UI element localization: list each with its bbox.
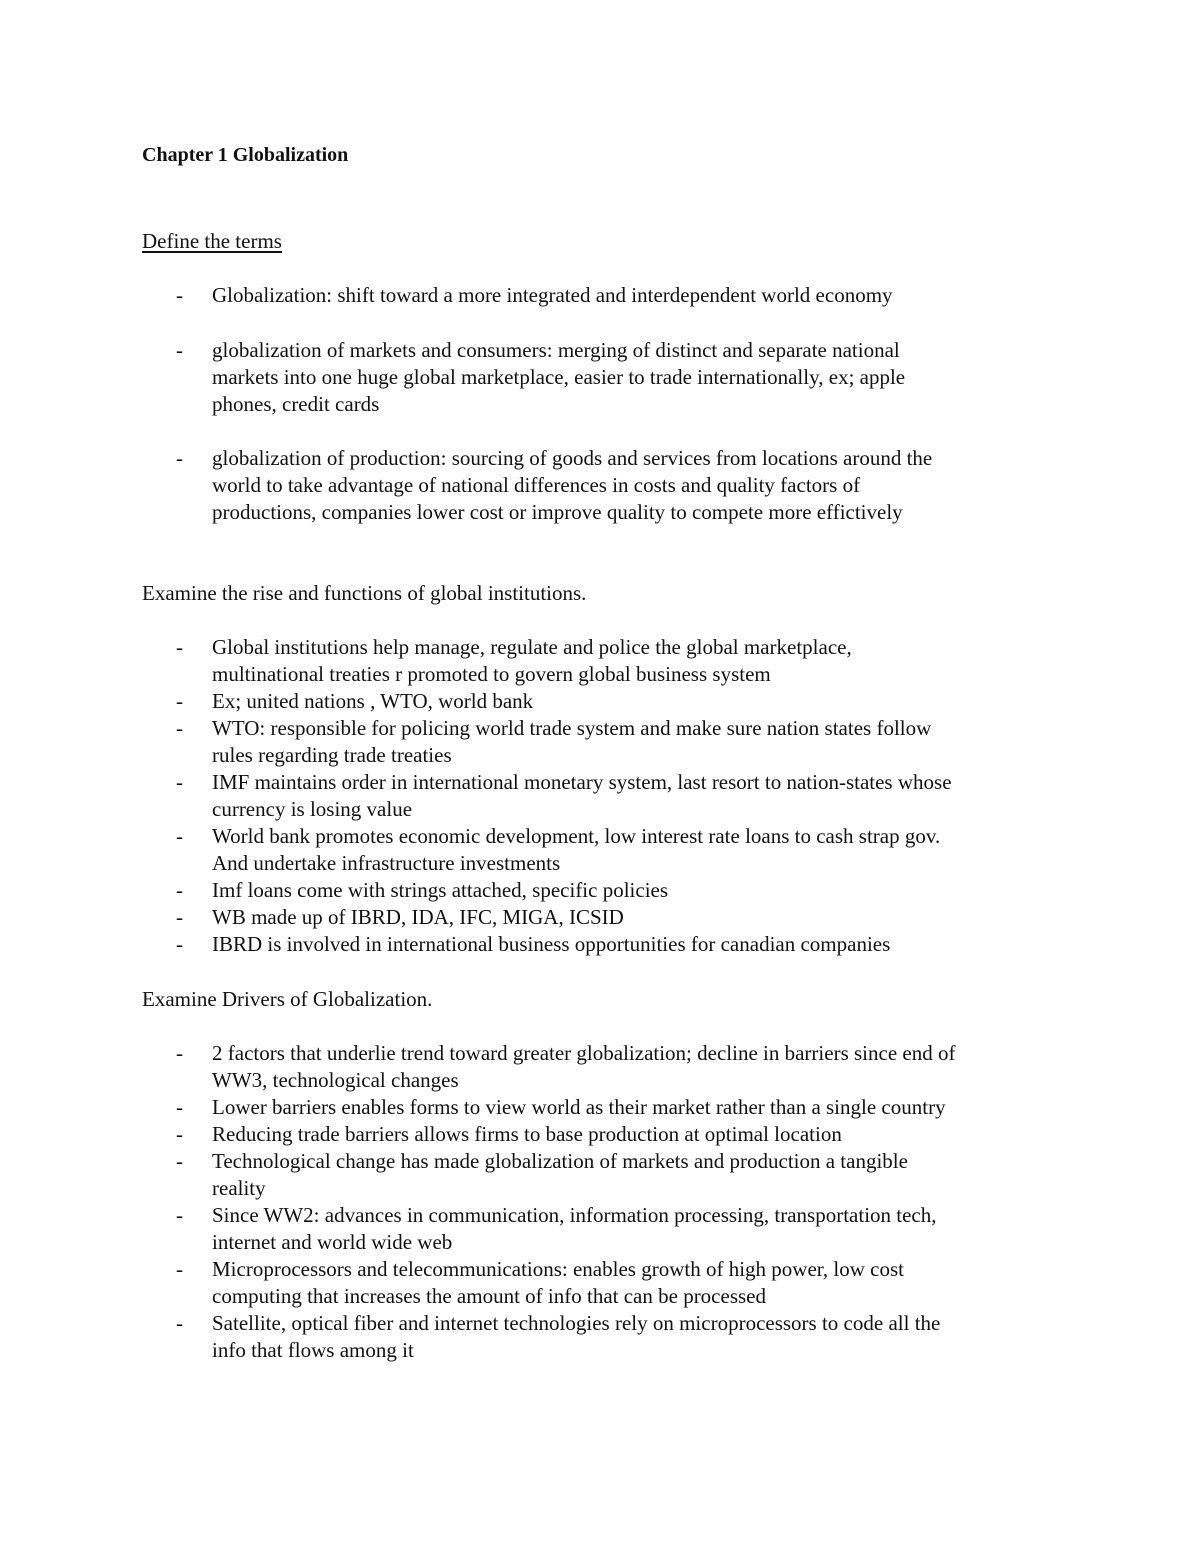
list-item-text: Imf loans come with strings attached, specific policies — [212, 878, 669, 902]
bullet-dash: - — [176, 770, 183, 794]
list-item-text: Technological change has made globalization of markets and production a tangible reality — [212, 1149, 908, 1200]
list-item-text: Since WW2: advances in communication, information processing, transportation tech, internet and world wide web — [212, 1203, 937, 1254]
list-item-text: Globalization: shift toward a more integrated and interdependent world economy — [212, 283, 893, 307]
section-heading-define-terms: Define the terms — [142, 229, 282, 253]
bullet-dash: - — [176, 1203, 183, 1227]
bullet-dash: - — [176, 878, 183, 902]
list-item-text: Ex; united nations , WTO, world bank — [212, 689, 534, 713]
list-item-text: globalization of production: sourcing of goods and services from locations around the world to take advantage of national differences in costs and quality factors of productions, companies lower cost or improve quality to compete more effictively — [212, 446, 933, 524]
bullet-dash: - — [176, 1257, 183, 1281]
bullet-dash: - — [176, 824, 183, 848]
list-item-text: Satellite, optical fiber and internet technologies rely on microprocessors to code all the info that flows among it — [212, 1311, 941, 1362]
bullet-dash: - — [176, 716, 183, 740]
list-item-text: Reducing trade barriers allows firms to base production at optimal location — [212, 1122, 842, 1146]
page-title: Chapter 1 Globalization — [142, 144, 349, 166]
list-item-text: IBRD is involved in international business opportunities for canadian companies — [212, 932, 891, 956]
list-item-text: Microprocessors and telecommunications: enables growth of high power, low cost computing that increases the amount of info that can be processed — [212, 1257, 904, 1308]
list-item-text: 2 factors that underlie trend toward greater globalization; decline in barriers since end of WW3, technological changes — [212, 1041, 956, 1092]
bullet-dash: - — [176, 338, 183, 362]
bullet-dash: - — [176, 1311, 183, 1335]
section-heading-drivers: Examine Drivers of Globalization. — [142, 987, 433, 1011]
bullet-dash: - — [176, 1122, 183, 1146]
bullet-dash: - — [176, 932, 183, 956]
list-item-text: WB made up of IBRD, IDA, IFC, MIGA, ICSID — [212, 905, 624, 929]
list-item-text: Global institutions help manage, regulate and police the global marketplace, multinational treaties r promoted to govern global business system — [212, 635, 852, 686]
bullet-dash: - — [176, 446, 183, 470]
bullet-dash: - — [176, 1041, 183, 1065]
bullet-dash: - — [176, 635, 183, 659]
list-item-text: Lower barriers enables forms to view world as their market rather than a single country — [212, 1095, 946, 1119]
bullet-dash: - — [176, 283, 183, 307]
bullet-dash: - — [176, 689, 183, 713]
list-item-text: World bank promotes economic development, low interest rate loans to cash strap gov. And undertake infrastructure investments — [212, 824, 941, 875]
section-heading-global-institutions: Examine the rise and functions of global institutions. — [142, 581, 587, 605]
list-item-text: WTO: responsible for policing world trade system and make sure nation states follow rules regarding trade treaties — [212, 716, 932, 767]
list-item-text: IMF maintains order in international monetary system, last resort to nation-states whose currency is losing value — [212, 770, 952, 821]
bullet-dash: - — [176, 1095, 183, 1119]
list-item-text: globalization of markets and consumers: merging of distinct and separate national markets into one huge global marketplace, easier to trade internationally, ex; apple phones, credit cards — [212, 338, 906, 416]
bullet-dash: - — [176, 905, 183, 929]
bullet-dash: - — [176, 1149, 183, 1173]
